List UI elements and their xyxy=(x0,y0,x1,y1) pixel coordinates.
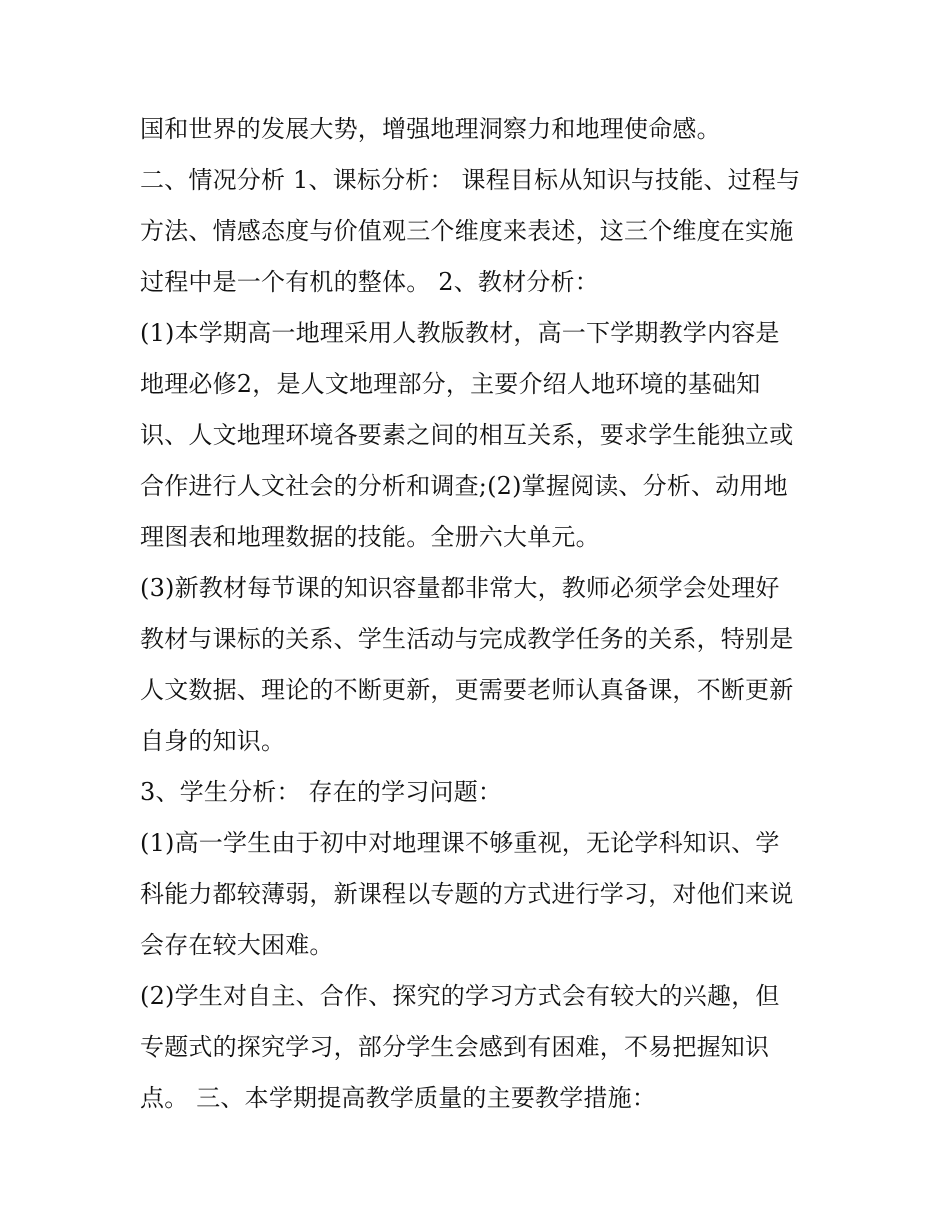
document-body xyxy=(140,104,820,1124)
paragraph-situation-analysis xyxy=(140,155,820,308)
text-line: 专题式的探究学习，部分学生会感到有困难，不易把握知识 xyxy=(140,1033,770,1061)
text-line: 科能力都较薄弱，新课程以专题的方式进行学习，对他们来说 xyxy=(140,880,794,908)
text-line: 二、情况分析 1、课标分析： 课程目标从知识与技能、过程与 xyxy=(140,166,801,194)
text-line: (3)新教材每节课的知识容量都非常大，教师必须学会处理好 xyxy=(140,574,780,602)
text-line: 会存在较大困难。 xyxy=(140,931,334,959)
text-line: 过程中是一个有机的整体。 2、教材分析： xyxy=(140,268,599,296)
text-line: 教材与课标的关系、学生活动与完成教学任务的关系，特别是 xyxy=(140,625,794,653)
paragraph-textbook-analysis-3 xyxy=(140,563,820,767)
text-line: 3、学生分析： 存在的学习问题： xyxy=(140,778,503,806)
text-line: 自身的知识。 xyxy=(140,727,286,755)
paragraph-textbook-analysis-1 xyxy=(140,308,820,563)
text-line: 理图表和地理数据的技能。全册六大单元。 xyxy=(140,523,600,551)
text-line: 人文数据、理论的不断更新，更需要老师认真备课，不断更新 xyxy=(140,676,794,704)
text-line: 国和世界的发展大势，增强地理洞察力和地理使命感。 xyxy=(140,115,721,143)
paragraph-student-problem-2 xyxy=(140,971,820,1124)
text-line: 识、人文地理环境各要素之间的相互关系，要求学生能独立或 xyxy=(140,421,794,449)
paragraph-student-analysis-heading xyxy=(140,767,820,818)
paragraph-intro-continuation xyxy=(140,104,820,155)
paragraph-student-problem-1 xyxy=(140,818,820,971)
text-line: (2)学生对自主、合作、探究的学习方式会有较大的兴趣，但 xyxy=(140,982,780,1010)
text-line: (1)高一学生由于初中对地理课不够重视，无论学科知识、学 xyxy=(140,829,780,857)
text-line: 点。 三、本学期提高教学质量的主要教学措施： xyxy=(140,1084,657,1112)
text-line: 地理必修2，是人文地理部分，主要介绍人地环境的基础知 xyxy=(140,370,761,398)
text-line: (1)本学期高一地理采用人教版教材，高一下学期教学内容是 xyxy=(140,319,780,347)
text-line: 方法、情感态度与价值观三个维度来表述，这三个维度在实施 xyxy=(140,217,794,245)
text-line: 合作进行人文社会的分析和调查;(2)掌握阅读、分析、动用地 xyxy=(140,472,788,500)
